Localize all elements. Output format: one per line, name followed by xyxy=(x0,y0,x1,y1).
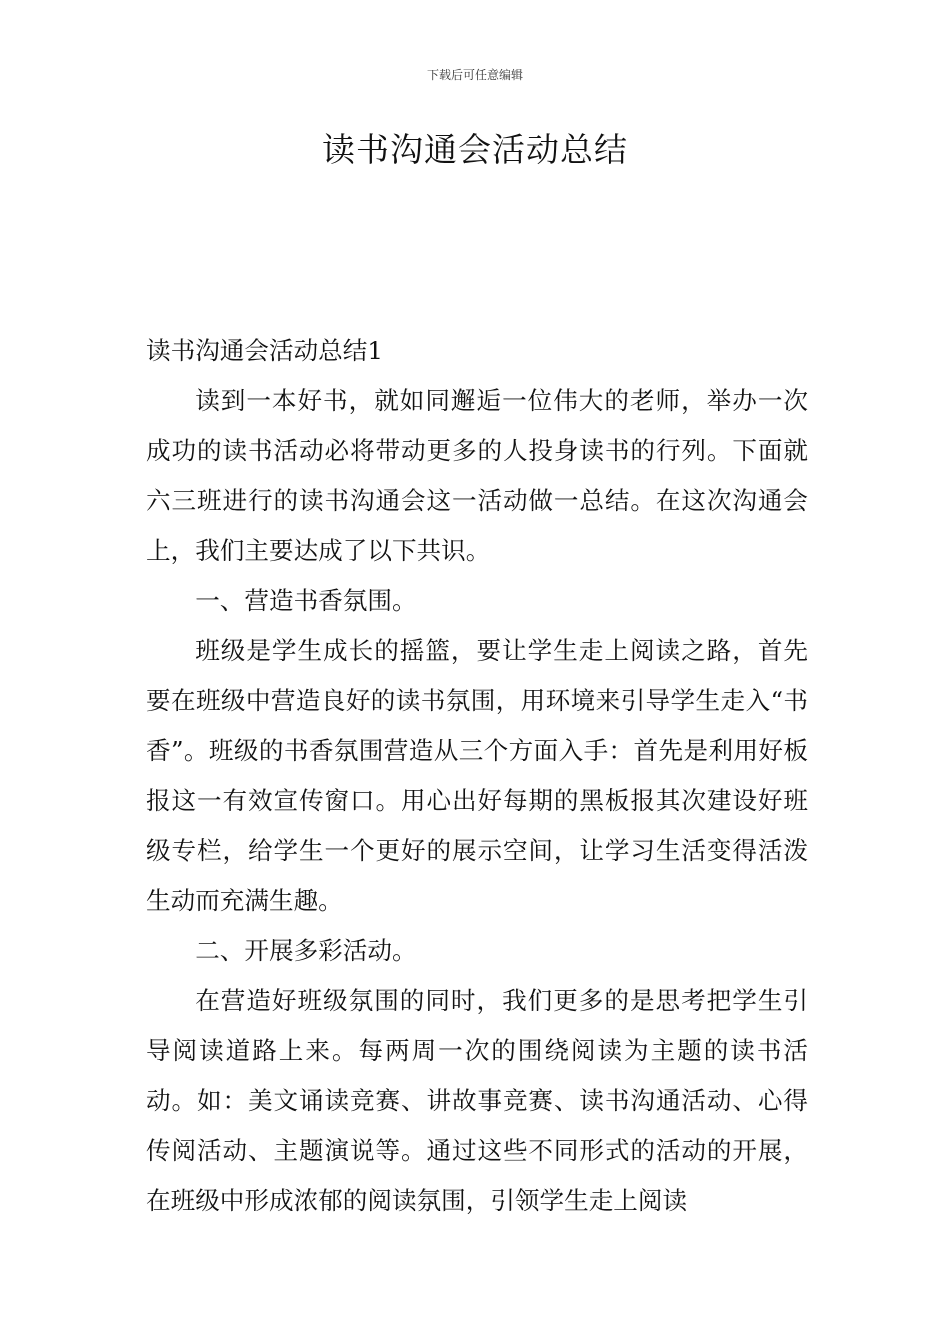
document-title: 读书沟通会活动总结 xyxy=(322,130,628,169)
section-subheading: 一、营造书香氛围。 xyxy=(195,586,417,615)
paragraph: 读到一本好书，就如同邂逅一位伟大的老师，举办一次成功的读书活动必将带动更多的人投身读书的行列。下面就六三班进行的读书沟通会这一活动做一总结。在这次沟通会上，我们主要达成了以下共识。 xyxy=(146,386,808,565)
header-note: 下载后可任意编辑 xyxy=(426,68,523,82)
paragraph: 班级是学生成长的摇篮，要让学生走上阅读之路，首先要在班级中营造良好的读书氛围，用环境来引导学生走入“书香”。班级的书香氛围营造从三个方面入手：首先是利用好板报这一有效宣传窗口。用心出好每期的黑板报其次建设好班级专栏，给学生一个更好的展示空间，让学习生活变得活泼生动而充满生趣。 xyxy=(146,636,808,915)
paragraph: 在营造好班级氛围的同时，我们更多的是思考把学生引导阅读道路上来。每两周一次的围绕阅读为主题的读书活动。如：美文诵读竞赛、讲故事竞赛、读书沟通活动、心得传阅活动、主题演说等。通过这些不同形式的活动的开展，在班级中形成浓郁的阅读氛围，引领学生走上阅读 xyxy=(146,986,808,1215)
section-subheading: 二、开展多彩活动。 xyxy=(195,936,417,965)
section-heading: 读书沟通会活动总结1 xyxy=(146,336,383,365)
document-body xyxy=(146,326,808,1226)
